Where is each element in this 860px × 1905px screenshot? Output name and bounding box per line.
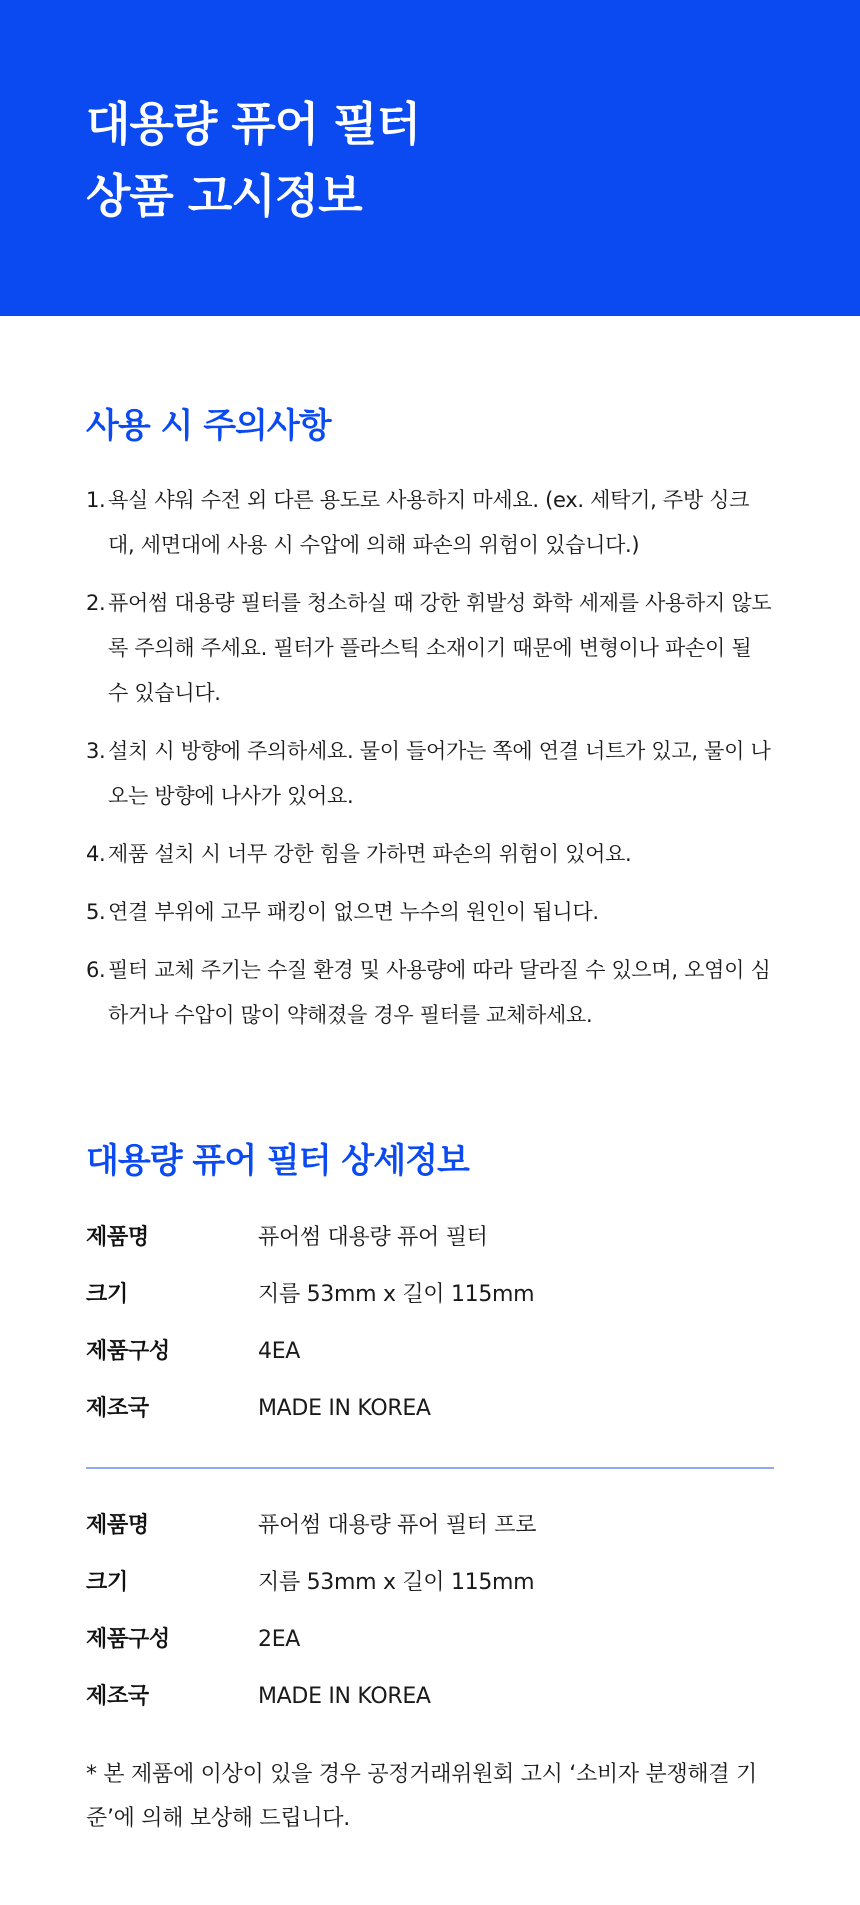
caution-item-text: 제품 설치 시 너무 강한 힘을 가하면 파손의 위험이 있어요. (108, 842, 632, 866)
spec-label: 크기 (86, 1282, 128, 1307)
caution-item-text: 퓨어썸 대용량 필터를 청소하실 때 강한 휘발성 화학 세제를 사용하지 않도록 주의해 주세요. 필터가 플라스틱 소재이기 때문에 변형이나 파손이 될 수 있습니다. (108, 591, 772, 705)
spec-label: 제조국 (86, 1396, 149, 1421)
page-title (86, 88, 860, 232)
spec-table-1 (86, 1209, 774, 1437)
spec-row-product-name (86, 1497, 774, 1554)
caution-item-number: 1. (86, 488, 106, 512)
main-content (0, 316, 860, 1841)
spec-table-2 (86, 1497, 774, 1725)
spec-label: 제품구성 (86, 1627, 170, 1652)
caution-item-4 (86, 832, 774, 877)
spec-value: 지름 53mm x 길이 115mm (258, 1282, 535, 1307)
spec-label: 제품명 (86, 1513, 149, 1538)
page-title-line-1: 대용량 퓨어 필터 (86, 97, 421, 151)
spec-value: MADE IN KOREA (258, 1684, 431, 1709)
spec-value: 퓨어썸 대용량 퓨어 필터 프로 (258, 1513, 537, 1538)
caution-item-1 (86, 478, 774, 568)
compensation-notice: * 본 제품에 이상이 있을 경우 공정거래위원회 고시 ‘소비자 분쟁해결 기준’에 의해 보상해 드립니다. (86, 1762, 757, 1831)
spec-label: 크기 (86, 1570, 128, 1595)
page-title-line-2: 상품 고시정보 (86, 169, 362, 223)
spec-row-composition (86, 1611, 774, 1668)
spec-row-size (86, 1554, 774, 1611)
caution-item-number: 4. (86, 842, 106, 866)
spec-label: 제조국 (86, 1684, 149, 1709)
hero-banner (0, 0, 860, 316)
spec-row-origin (86, 1380, 774, 1437)
spec-row-origin (86, 1668, 774, 1725)
caution-item-number: 2. (86, 591, 106, 615)
caution-item-number: 6. (86, 958, 106, 982)
caution-item-3 (86, 729, 774, 819)
caution-item-text: 필터 교체 주기는 수질 환경 및 사용량에 따라 달라질 수 있으며, 오염이 심하거나 수압이 많이 약해졌을 경우 필터를 교체하세요. (108, 958, 771, 1027)
caution-item-2 (86, 581, 774, 716)
spec-row-size (86, 1266, 774, 1323)
caution-item-text: 욕실 샤워 수전 외 다른 용도로 사용하지 마세요. (ex. 세탁기, 주방 싱크대, 세면대에 사용 시 수압에 의해 파손의 위험이 있습니다.) (108, 488, 750, 557)
caution-item-text: 연결 부위에 고무 패킹이 없으면 누수의 원인이 됩니다. (108, 900, 599, 924)
caution-list (86, 478, 774, 1038)
spec-label: 제품명 (86, 1225, 149, 1250)
spec-value: 4EA (258, 1339, 301, 1364)
caution-item-number: 3. (86, 739, 106, 763)
spec-label: 제품구성 (86, 1339, 170, 1364)
spec-row-product-name (86, 1209, 774, 1266)
caution-item-5 (86, 890, 774, 935)
spec-value: 퓨어썸 대용량 퓨어 필터 (258, 1225, 488, 1250)
caution-item-number: 5. (86, 900, 106, 924)
caution-item-6 (86, 948, 774, 1038)
spec-row-composition (86, 1323, 774, 1380)
spec-section-title: 대용량 퓨어 필터 상세정보 (86, 1141, 469, 1181)
spec-value: 2EA (258, 1627, 301, 1652)
caution-section-title: 사용 시 주의사항 (86, 406, 331, 446)
spec-divider (86, 1467, 774, 1469)
caution-item-text: 설치 시 방향에 주의하세요. 물이 들어가는 쪽에 연결 너트가 있고, 물이 나오는 방향에 나사가 있어요. (108, 739, 771, 808)
spec-value: 지름 53mm x 길이 115mm (258, 1570, 535, 1595)
spec-value: MADE IN KOREA (258, 1396, 431, 1421)
